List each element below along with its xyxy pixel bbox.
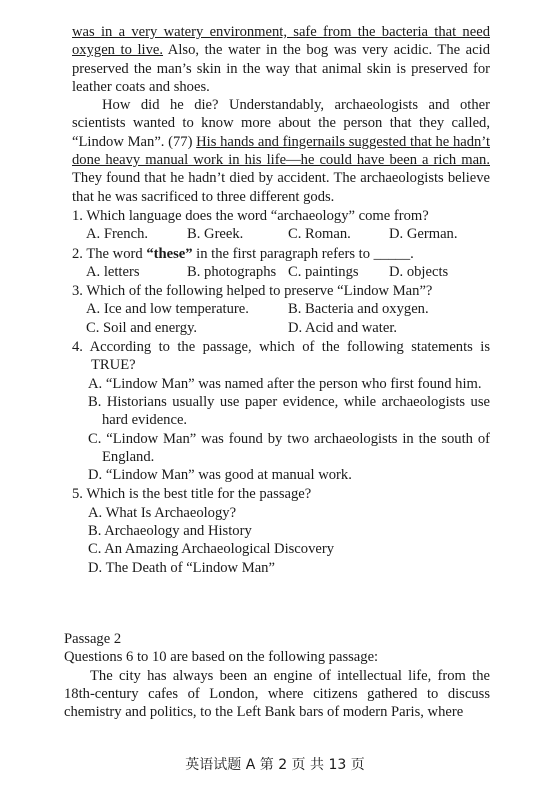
q5-option-d: D. The Death of “Lindow Man” bbox=[88, 559, 275, 576]
q5-option-a: A. What Is Archaeology? bbox=[88, 504, 237, 521]
question-1 bbox=[72, 207, 490, 244]
page-footer: 英语试题 A 第 2 页 共 13 页 bbox=[185, 757, 365, 773]
paragraph-2-lead: How did he die? Understandably, archaeologists and other scientists wanted to know more about the person that they called, “Lindow Man”. (77) bbox=[72, 97, 490, 150]
q2-option-a: A. letters bbox=[86, 263, 140, 280]
q2-stem-post: in the first paragraph refers to _____. bbox=[192, 245, 414, 262]
question-2-stem bbox=[72, 245, 490, 263]
q1-option-c: C. Roman. bbox=[288, 226, 351, 243]
question-1-options bbox=[72, 225, 490, 243]
q5-option-c: C. An Amazing Archaeological Discovery bbox=[88, 541, 335, 558]
q1-option-b: B. Greek. bbox=[187, 226, 244, 243]
paragraph-2 bbox=[72, 96, 490, 206]
question-3-options bbox=[72, 300, 490, 337]
q4-option-c: C. “Lindow Man” was found by two archaeologists in the south of England. bbox=[88, 430, 490, 465]
question-3-stem: 3. Which of the following helped to preserve “Lindow Man”? bbox=[72, 283, 433, 300]
question-4-stem: 4. According to the passage, which of the following statements is TRUE? bbox=[72, 339, 490, 374]
question-2-options bbox=[72, 263, 490, 281]
question-1-stem: 1. Which language does the word “archaeology” come from? bbox=[72, 207, 429, 224]
q3-option-c: C. Soil and energy. bbox=[86, 319, 198, 336]
paragraph-1-continued bbox=[72, 23, 490, 96]
underlined-sentence-77: His hands and fingernails suggested that he hadn’t done heavy manual work in his life—he could have been a rich man. bbox=[72, 133, 490, 169]
q2-stem-pre: 2. The word bbox=[72, 245, 147, 262]
q2-keyword: “these” bbox=[146, 245, 193, 262]
q5-option-b: B. Archaeology and History bbox=[88, 523, 252, 540]
q3-option-a: A. Ice and low temperature. bbox=[86, 301, 249, 318]
passage-2-section bbox=[64, 630, 490, 721]
question-3 bbox=[72, 282, 490, 337]
underlined-sentence-1: was in a very watery environment, safe from the bacteria that need oxygen to live. bbox=[72, 24, 490, 59]
q4-option-b: B. Historians usually use paper evidence, while archaeologists use hard evidence. bbox=[88, 393, 490, 429]
q1-option-d: D. German. bbox=[389, 226, 458, 243]
q4-option-d: D. “Lindow Man” was good at manual work. bbox=[88, 467, 352, 484]
q2-option-d: D. objects bbox=[389, 263, 449, 280]
question-2 bbox=[72, 245, 490, 282]
q3-option-d: D. Acid and water. bbox=[288, 319, 398, 336]
passage-2-heading: Passage 2 bbox=[64, 631, 122, 647]
paragraph-1-rest: Also, the water in the bog was very acidic. The acid preserved the man’s skin in the way that animal skin is preserved for leather coats and shoes. bbox=[72, 42, 490, 95]
q2-option-c: C. paintings bbox=[288, 263, 359, 280]
paragraph-2-rest: They found that he hadn’t died by accident. The archaeologists believe that he was sacrificed to three different gods. bbox=[72, 170, 490, 205]
q1-option-a: A. French. bbox=[86, 226, 149, 243]
question-5-stem: 5. Which is the best title for the passage? bbox=[72, 486, 312, 503]
passage-content bbox=[72, 23, 490, 577]
q3-option-b: B. Bacteria and oxygen. bbox=[288, 301, 429, 318]
question-5 bbox=[72, 485, 490, 576]
question-4 bbox=[72, 338, 490, 484]
passage-2-paragraph: The city has always been an engine of intellectual life, from the 18th-century cafes of London, where citizens gathered to discuss chemistry and politics, to the Left Bank bars of modern Paris, where bbox=[64, 667, 490, 721]
passage-2-intro: Questions 6 to 10 are based on the following passage: bbox=[64, 649, 379, 666]
q4-option-a: A. “Lindow Man” was named after the person who first found him. bbox=[88, 375, 482, 392]
q2-option-b: B. photographs bbox=[187, 263, 277, 280]
